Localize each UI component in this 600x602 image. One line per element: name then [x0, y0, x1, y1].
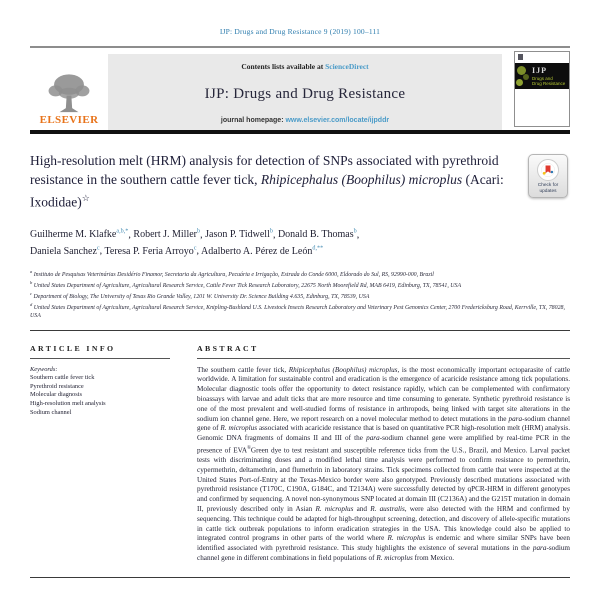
- author-name: Adalberto A. Pérez de León$^{d,**}$: [200, 244, 324, 257]
- author-name: Guilherme M. Klafke$^{a,b,*}$: [30, 228, 129, 241]
- homepage-label: journal homepage:: [220, 117, 286, 124]
- cover-journal-subtitle: [532, 76, 565, 86]
- author-name: Daniela Sanchez$^c$: [30, 244, 100, 257]
- cover-logo-mark: [518, 54, 523, 60]
- homepage-line: [112, 117, 498, 124]
- keyword: High-resolution melt analysis: [30, 399, 106, 407]
- contents-line: [112, 62, 498, 71]
- cover-subtitle-line1: Drugs and: [532, 76, 553, 81]
- affiliation: $^c$ Department of Biology, The University of Texas Rio Grande Valley, 1201 W. University Dr. Science Building 4.635, Edinburg, TX, 78539, USA: [30, 290, 370, 300]
- badge-label: [538, 183, 559, 194]
- masthead-center: [108, 54, 502, 130]
- publisher-logo: [30, 48, 108, 130]
- article-info-heading-rule: [30, 358, 170, 359]
- author-name: Donald B. Thomas$^b$: [277, 228, 357, 241]
- cover-journal-acronym: IJP: [532, 66, 547, 75]
- cover-subtitle-line2: Drug Resistance: [532, 81, 566, 86]
- article-title: [30, 152, 508, 212]
- journal-cover-column: [502, 48, 570, 130]
- author-name: Teresa P. Feria Arroyo$^c$: [104, 244, 197, 257]
- journal-masthead: [30, 48, 570, 130]
- badge-label-line1: Check for: [537, 183, 559, 188]
- title-suffix: (Acari: Ixodidae): [30, 171, 504, 210]
- author-name: Robert J. Miller$^b$: [133, 228, 201, 241]
- affiliation: $^a$ Instituto de Pesquisas Veterinárias Desidério Finamor, Secretaria da Agricultura, Pecuária e Irrigação, Estrada do Conde 6000, Eldorado do Sul, RS, 92990-000, Brazil: [30, 268, 434, 278]
- title-species-italic: Rhipicephalus (Boophilus) microplus: [260, 171, 463, 187]
- abstract-text: The southern cattle fever tick, Rhipicephalus (Boophilus) microplus, is the most economically important ectoparasite of cattle worldwide. A limitation for sustainable control and eradication is the emergence of acaricide resistance among tick populations. Molecular diagnostic tools offer the opportunity to detect resistance rapidly, which can be complemented with confirmatory bioassays with larvae and adult ticks that are more resource and time consuming to generate. Synthetic pyrethroid resistance is one of the most prevalent and well-studied forms of resistance in arthropods, being linked with target site alterations in the sodium ion channel gene. Here, we report research on a novel molecular method to detect mutations in the para-sodium channel gene of R. microplus associated with acaricide resistance that is based on quantitative PCR high-resolution melt (HRM) analysis. Genomic DNA fragments of domains II and III of the para-sodium channel gene were amplified by real-time PCR in the presence of EVA®Green dye to test resistant and susceptible reference ticks from the U.S., Brazil, and Mexico. Larval packet tests with discriminating doses and a modified lethal time analysis were performed to confirm resistance to permethrin, cypermethrin, deltamethrin, and flumethrin in laboratory strains. Tick specimens collected from cattle that were inspected at the United States Port-of-Entry at the Texas-Mexico border were also genotyped. Previously described mutations associated with pyrethroid resistance (T170C, C190A, G184C, and T2134A) were successfully detected by qPCR-HRM in different genotypes and confirmed by sequencing. A novel non-synonymous SNP located at domain III (C2136A) and the G215T mutation in domain II, previously described only in Asian R. microplus and R. australis, were also detected with the HRM and confirmed by sequencing. This technique could be adapted for high-throughput screening, detection, and discovery of allele-specific mutations in cattle tick outbreak populations to inform eradication strategies in the USA. This knowledge could also be applied to integrated control programs in other parts of the world where R. microplus is endemic and where similar SNPs have been identified associated with pyrethroid resistance. This study highlights the existence of several mutations in the para-sodium channel gene in different combinations in field populations of R. microplus from Mexico.: [197, 365, 571, 563]
- sciencedirect-link[interactable]: ScienceDirect: [325, 62, 369, 71]
- homepage-url-link[interactable]: www.elsevier.com/locate/ijpddr: [285, 117, 390, 124]
- affiliation: $^d$ United States Department of Agriculture, Agricultural Research Service, Knipling-Bushland U.S. Livestock Insects Research Laboratory and Veterinary Pest Genomics Center, 2700 Fredericksburg Road, Kerrville, TX, 78028, USA: [30, 301, 565, 319]
- footer-rule: [30, 577, 570, 578]
- crossmark-icon: [537, 159, 559, 181]
- check-for-updates-badge[interactable]: [528, 154, 568, 198]
- title-text: High-resolution melt (HRM) analysis for detection of SNPs associated with pyrethroid resistance in the southern cattle fever tick,: [30, 153, 499, 187]
- journal-title: IJP: Drugs and Drug Resistance: [204, 85, 406, 102]
- article-info-column: [30, 344, 183, 564]
- keywords-list: [30, 374, 183, 417]
- running-head-citation: IJP: Drugs and Drug Resistance 9 (2019) 100–111: [219, 27, 381, 36]
- keyword: Southern cattle fever tick: [30, 374, 95, 382]
- badge-label-line2: updates: [539, 188, 557, 194]
- affiliation-list: [30, 268, 570, 320]
- journal-cover-thumbnail: [514, 51, 570, 127]
- cover-circle-icon: [523, 74, 529, 80]
- contents-prefix: Contents lists available at: [241, 62, 326, 71]
- author-list: Guilherme M. Klafke$^{a,b,*}$, Robert J. Miller$^b$, Jason P. Tidwell$^b$, Donald B. Thomas$^b$, Daniela Sanchez$^c$, Teresa P. Feria Arroyo$^c$, Adalberto A. Pérez de León$^{d,**}$: [30, 228, 360, 257]
- article-info-heading: ARTICLE INFO: [30, 343, 116, 353]
- cover-title-band: [515, 63, 569, 89]
- keyword: Molecular diagnosis: [30, 391, 83, 399]
- keywords-label: Keywords:: [30, 365, 58, 373]
- abstract-heading-rule: [197, 358, 570, 359]
- elsevier-tree-icon: [44, 72, 94, 116]
- abstract-column: [197, 344, 570, 564]
- keyword: Sodium channel: [30, 408, 72, 416]
- keyword: Pyrethroid resistance: [30, 382, 84, 390]
- abstract-heading: ABSTRACT: [197, 343, 259, 353]
- affiliation: $^b$ United States Department of Agriculture, Agricultural Research Service, Cattle Fever Tick Research Laboratory, 22675 North Moorefield Rd, MAB 6419, Edinburg, TX, 78541, USA: [30, 279, 462, 289]
- cover-circle-icon: [516, 79, 523, 86]
- title-footnote-star: ☆: [81, 193, 90, 203]
- author-name: Jason P. Tidwell$^b$: [205, 228, 273, 241]
- masthead-bottom-bar: [30, 130, 570, 134]
- elsevier-wordmark: ELSEVIER: [39, 114, 99, 126]
